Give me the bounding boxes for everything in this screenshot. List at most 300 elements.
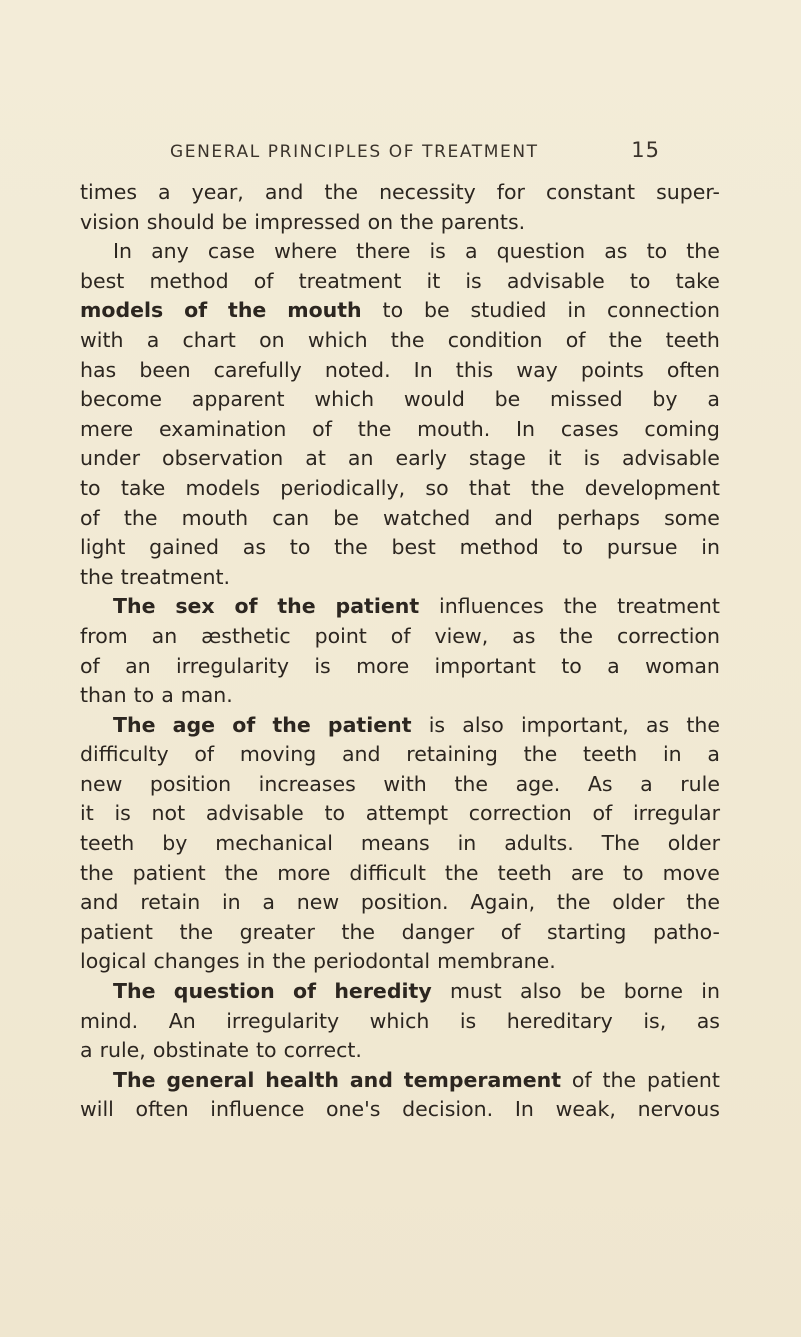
word: which xyxy=(369,1008,430,1033)
word: on xyxy=(367,209,394,234)
word: as xyxy=(512,623,536,648)
bold-word: temperament xyxy=(403,1067,562,1092)
word: the xyxy=(608,327,643,352)
word: to xyxy=(561,653,582,678)
bold-word: of xyxy=(184,298,208,323)
word: not xyxy=(151,801,186,826)
word: where xyxy=(274,239,338,264)
word: watched xyxy=(382,505,471,530)
word: an xyxy=(347,446,374,471)
word: important, xyxy=(520,712,629,737)
word: to xyxy=(382,298,404,323)
text-line xyxy=(80,474,720,504)
word: mind. xyxy=(80,1008,139,1033)
word: one's xyxy=(326,1097,381,1122)
word: decision. xyxy=(402,1097,494,1122)
word: to xyxy=(623,860,644,885)
bold-word: models xyxy=(80,298,164,323)
word: carefully xyxy=(213,357,302,382)
word: attempt xyxy=(365,801,449,826)
word: to xyxy=(289,535,311,560)
word: gained xyxy=(149,535,220,560)
word: question xyxy=(496,239,586,264)
word: be xyxy=(424,298,450,323)
word: In xyxy=(516,416,536,441)
word: in xyxy=(662,742,682,767)
word: mouth. xyxy=(417,416,491,441)
word: as xyxy=(604,239,628,264)
word: mere xyxy=(80,416,134,441)
word: that xyxy=(468,475,511,500)
word: points xyxy=(580,357,644,382)
word: difficulty xyxy=(80,742,169,767)
word: which xyxy=(307,327,368,352)
word: the xyxy=(400,209,434,234)
word: man. xyxy=(180,683,233,708)
word: irregularity xyxy=(176,653,289,678)
text-line xyxy=(80,888,720,918)
word: rule, xyxy=(99,1038,146,1063)
word: condition xyxy=(447,327,543,352)
word: Again, xyxy=(470,890,536,915)
text-line xyxy=(80,326,720,356)
word: membrane. xyxy=(437,949,556,974)
bold-word: patient xyxy=(327,712,412,737)
word: impressed xyxy=(254,209,361,234)
word: the xyxy=(390,327,425,352)
text-line xyxy=(80,652,720,682)
word: be xyxy=(333,505,359,530)
word: the xyxy=(530,475,565,500)
word: is xyxy=(459,1008,477,1033)
text-line xyxy=(80,918,720,948)
word: position xyxy=(149,771,232,796)
word: early xyxy=(395,446,447,471)
word: the xyxy=(686,239,720,264)
word: be xyxy=(579,979,606,1004)
bold-word: of xyxy=(232,712,256,737)
word: a xyxy=(464,239,478,264)
word: woman xyxy=(645,653,720,678)
word: as xyxy=(242,535,267,560)
word: starting xyxy=(547,919,627,944)
word: a xyxy=(161,683,174,708)
word: should xyxy=(146,209,215,234)
word: a xyxy=(80,1038,93,1063)
word: often xyxy=(135,1097,189,1122)
word: it xyxy=(80,801,94,826)
bold-word: the xyxy=(272,712,311,737)
word: and xyxy=(341,742,381,767)
word: treatment xyxy=(617,594,720,619)
word: irregularity xyxy=(226,1008,340,1033)
word: also xyxy=(462,712,504,737)
word: advisable xyxy=(621,446,720,471)
word: in xyxy=(221,890,241,915)
word: missed xyxy=(550,387,623,412)
word: a xyxy=(707,742,720,767)
text-line xyxy=(80,770,720,800)
word: chart xyxy=(182,327,236,352)
word: more xyxy=(356,653,410,678)
body-text xyxy=(80,178,720,1125)
word: pursue xyxy=(606,535,678,560)
word: an xyxy=(151,623,178,648)
word: teeth xyxy=(80,831,135,856)
word: it xyxy=(426,268,441,293)
word: patient xyxy=(132,860,206,885)
word: correction xyxy=(616,623,720,648)
word: of xyxy=(390,623,411,648)
word: advisable xyxy=(506,268,605,293)
word: method xyxy=(459,535,539,560)
word: more xyxy=(277,860,331,885)
word: of xyxy=(592,801,613,826)
word: is, xyxy=(643,1008,667,1033)
word: light xyxy=(80,535,126,560)
word: older xyxy=(667,831,720,856)
word: is xyxy=(114,801,131,826)
word: In xyxy=(113,239,133,264)
word: and xyxy=(80,890,119,915)
word: parents. xyxy=(440,209,526,234)
word: method xyxy=(149,268,229,293)
word: as xyxy=(645,712,670,737)
word: to xyxy=(80,475,101,500)
word: retain xyxy=(140,890,201,915)
word: mouth xyxy=(181,505,249,530)
running-head-title: GENERAL PRINCIPLES OF TREATMENT xyxy=(170,142,539,162)
word: development xyxy=(584,475,720,500)
word: age. xyxy=(515,771,561,796)
word: the xyxy=(224,860,259,885)
word: it xyxy=(547,446,562,471)
text-line xyxy=(80,415,720,445)
word: new xyxy=(80,771,123,796)
bold-word: The xyxy=(113,1067,156,1092)
text-line xyxy=(80,977,720,1007)
word: the xyxy=(523,742,558,767)
word: the xyxy=(686,890,720,915)
word: in xyxy=(567,298,587,323)
word: often xyxy=(666,357,720,382)
word: of xyxy=(253,268,274,293)
word: the xyxy=(341,919,376,944)
word: older xyxy=(612,890,665,915)
word: take xyxy=(675,268,720,293)
word: the xyxy=(563,594,598,619)
text-line xyxy=(80,592,720,622)
word: increases xyxy=(258,771,356,796)
word: examination xyxy=(158,416,287,441)
text-line xyxy=(80,1095,720,1125)
word: the xyxy=(272,949,306,974)
word: means xyxy=(360,831,430,856)
text-line xyxy=(80,237,720,267)
word: the xyxy=(686,712,720,737)
text-line xyxy=(80,799,720,829)
word: to xyxy=(324,801,346,826)
word: advisable xyxy=(205,801,304,826)
word: be xyxy=(494,387,521,412)
word: must xyxy=(450,979,502,1004)
word: necessity xyxy=(379,180,476,204)
word: teeth xyxy=(665,327,720,352)
word: apparent xyxy=(191,387,285,412)
text-line xyxy=(80,1066,720,1096)
word: obstinate xyxy=(152,1038,249,1063)
word: logical xyxy=(80,949,147,974)
word: view, xyxy=(434,623,489,648)
word: the xyxy=(80,860,114,885)
word: is xyxy=(428,712,446,737)
word: The xyxy=(601,831,640,856)
word: changes xyxy=(153,949,240,974)
text-line xyxy=(80,740,720,770)
bold-word: age xyxy=(172,712,216,737)
word: periodontal xyxy=(312,949,431,974)
word: to xyxy=(256,1038,277,1063)
word: become xyxy=(80,387,163,412)
bold-word: The xyxy=(113,594,156,619)
word: is xyxy=(465,268,482,293)
word: from xyxy=(80,623,128,648)
word: In xyxy=(413,357,433,382)
word: any xyxy=(151,239,189,264)
word: studied xyxy=(470,298,547,323)
word: models xyxy=(185,475,260,500)
word: can xyxy=(272,505,310,530)
word: rule xyxy=(680,771,720,796)
word: move xyxy=(662,860,720,885)
word: a xyxy=(607,653,620,678)
word: which xyxy=(314,387,375,412)
bold-word: general xyxy=(166,1067,255,1092)
word: to xyxy=(562,535,584,560)
word: some xyxy=(664,505,720,530)
word: In xyxy=(514,1097,534,1122)
word: is xyxy=(583,446,600,471)
word: correction xyxy=(468,801,572,826)
word: the xyxy=(324,180,359,204)
word: position. xyxy=(360,890,449,915)
word: an xyxy=(125,653,151,678)
word: the xyxy=(556,890,591,915)
text-line xyxy=(80,947,720,977)
word: of xyxy=(571,1067,592,1092)
word: teeth xyxy=(582,742,638,767)
word: for xyxy=(496,180,525,204)
bold-word: patient xyxy=(335,594,420,619)
word: by xyxy=(162,831,188,856)
word: and xyxy=(494,505,533,530)
word: As xyxy=(587,771,613,796)
word: at xyxy=(305,446,326,471)
text-line xyxy=(80,1036,720,1066)
word: cases xyxy=(560,416,619,441)
text-line xyxy=(80,208,720,238)
word: is xyxy=(314,653,331,678)
word: observation xyxy=(162,446,284,471)
word: of xyxy=(565,327,586,352)
word: case xyxy=(207,239,256,264)
bold-word: the xyxy=(277,594,316,619)
word: the xyxy=(454,771,489,796)
text-line xyxy=(80,622,720,652)
word: a xyxy=(262,890,275,915)
text-line xyxy=(80,563,720,593)
word: treatment xyxy=(298,268,402,293)
word: noted. xyxy=(324,357,391,382)
word: important xyxy=(434,653,536,678)
word: irregular xyxy=(632,801,720,826)
word: been xyxy=(139,357,191,382)
word: vision xyxy=(80,209,140,234)
word: than xyxy=(80,683,127,708)
word: weak, xyxy=(555,1097,616,1122)
word: best xyxy=(391,535,436,560)
word: correct. xyxy=(283,1038,362,1063)
word: a xyxy=(146,327,160,352)
word: difficult xyxy=(349,860,426,885)
word: treatment. xyxy=(120,564,231,589)
word: has xyxy=(80,357,117,382)
word: the xyxy=(559,623,593,648)
word: there xyxy=(356,239,411,264)
text-line xyxy=(80,296,720,326)
word: a xyxy=(158,180,171,204)
word: by xyxy=(652,387,678,412)
running-head xyxy=(140,138,660,170)
word: the xyxy=(444,860,479,885)
text-line xyxy=(80,859,720,889)
word: super- xyxy=(656,180,720,204)
word: in xyxy=(701,979,720,1004)
word: this xyxy=(455,357,494,382)
word: best xyxy=(80,268,125,293)
text-line xyxy=(80,681,720,711)
bold-word: health xyxy=(265,1067,339,1092)
text-line xyxy=(80,178,720,208)
word: periodically, xyxy=(280,475,406,500)
word: nervous xyxy=(637,1097,720,1122)
word: the xyxy=(123,505,158,530)
word: point xyxy=(314,623,367,648)
bold-word: The xyxy=(113,712,156,737)
word: danger xyxy=(401,919,475,944)
word: in xyxy=(246,949,266,974)
word: hereditary xyxy=(506,1008,613,1033)
word: patho- xyxy=(652,919,720,944)
text-line xyxy=(80,444,720,474)
bold-word: the xyxy=(228,298,267,323)
word: on xyxy=(259,327,285,352)
word: connection xyxy=(607,298,720,323)
word: a xyxy=(707,387,720,412)
bold-word: of xyxy=(234,594,258,619)
word: patient xyxy=(80,919,153,944)
bold-word: The xyxy=(113,979,156,1004)
page-number: 15 xyxy=(631,138,660,162)
word: An xyxy=(168,1008,196,1033)
word: in xyxy=(457,831,477,856)
text-line xyxy=(80,711,720,741)
word: are xyxy=(570,860,605,885)
word: of xyxy=(80,653,100,678)
text-line xyxy=(80,1007,720,1037)
word: is xyxy=(429,239,446,264)
text-line xyxy=(80,504,720,534)
word: of xyxy=(312,416,332,441)
word: as xyxy=(696,1008,720,1033)
word: the xyxy=(357,416,392,441)
word: patient xyxy=(646,1067,720,1092)
word: with xyxy=(383,771,427,796)
text-line xyxy=(80,267,720,297)
word: retaining xyxy=(406,742,498,767)
bold-word: question xyxy=(173,979,275,1004)
word: to xyxy=(133,683,155,708)
word: stage xyxy=(468,446,526,471)
word: adults. xyxy=(504,831,574,856)
word: under xyxy=(80,446,141,471)
bold-word: heredity xyxy=(334,979,432,1004)
bold-word: of xyxy=(293,979,317,1004)
word: the xyxy=(80,564,114,589)
word: be xyxy=(221,209,248,234)
bold-word: sex xyxy=(175,594,215,619)
word: borne xyxy=(623,979,683,1004)
word: so xyxy=(425,475,449,500)
word: of xyxy=(500,919,521,944)
bold-word: mouth xyxy=(287,298,362,323)
word: coming xyxy=(644,416,720,441)
word: perhaps xyxy=(557,505,640,530)
text-line xyxy=(80,385,720,415)
word: a xyxy=(640,771,653,796)
word: greater xyxy=(239,919,315,944)
word: new xyxy=(296,890,340,915)
word: the xyxy=(334,535,368,560)
word: of xyxy=(80,505,100,530)
word: influences xyxy=(439,594,544,619)
word: to xyxy=(629,268,651,293)
word: teeth xyxy=(497,860,552,885)
word: æsthetic xyxy=(201,623,291,648)
text-line xyxy=(80,829,720,859)
word: would xyxy=(403,387,465,412)
word: moving xyxy=(239,742,317,767)
word: year, xyxy=(191,180,244,204)
word: to xyxy=(646,239,668,264)
word: the xyxy=(179,919,214,944)
word: mechanical xyxy=(215,831,333,856)
word: in xyxy=(701,535,720,560)
word: the xyxy=(602,1067,637,1092)
bold-word: and xyxy=(349,1067,393,1092)
word: with xyxy=(80,327,124,352)
word: times xyxy=(80,180,137,204)
text-line xyxy=(80,533,720,563)
word: also xyxy=(520,979,562,1004)
word: influence xyxy=(210,1097,305,1122)
word: take xyxy=(120,475,166,500)
word: way xyxy=(516,357,558,382)
word: will xyxy=(80,1097,114,1122)
word: of xyxy=(194,742,215,767)
word: constant xyxy=(545,180,636,204)
word: and xyxy=(264,180,304,204)
